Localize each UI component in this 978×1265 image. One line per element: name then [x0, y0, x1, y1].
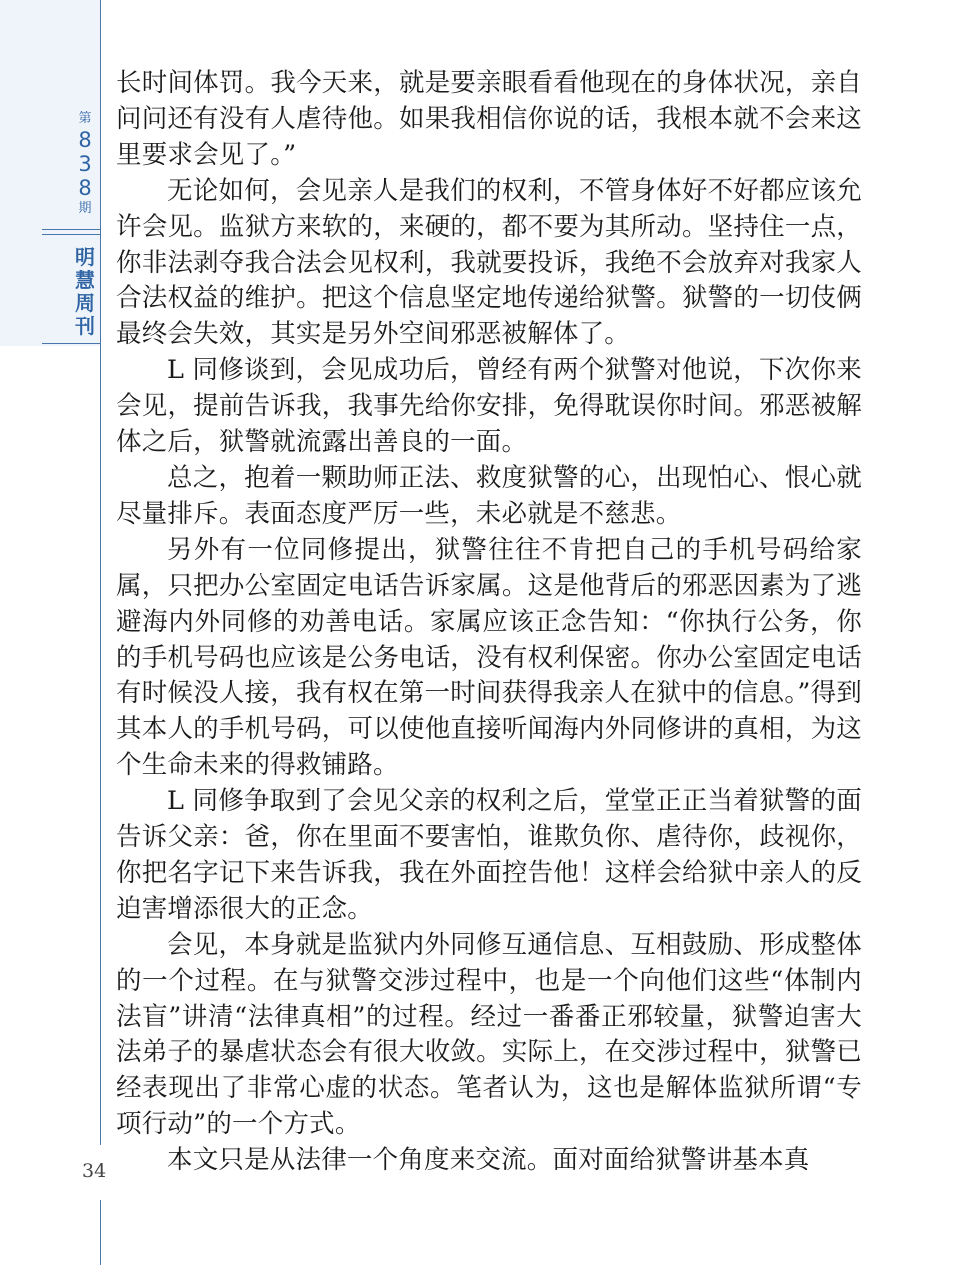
rule-bottom	[42, 343, 100, 344]
magazine-char: 周	[75, 291, 95, 315]
issue-prefix: 第	[78, 111, 92, 126]
paragraph: 会见，本身就是监狱内外同修互通信息、互相鼓励、形成整体的一个过程。在与狱警交涉过程中，也是一个向他们这些“体制内法盲”讲清“法律真相”的过程。经过一番番正邪较量，狱警迫害大法弟子的暴虐状态会有很大收敛。实际上，在交涉过程中，狱警已经表现出了非常心虚的状态。笔者认为，这也是解体监狱所谓“专项行动”的一个方式。	[116, 929, 862, 1140]
rule-top-1	[42, 229, 100, 230]
page-number: 34	[82, 1160, 107, 1182]
paragraph: 长时间体罚。我今天来，就是要亲眼看看他现在的身体状况，亲自问问还有没有人虐待他。如果我相信你说的话，我根本就不会来这里要求会见了。”	[116, 68, 862, 170]
magazine-char: 明	[75, 245, 95, 269]
paragraph: L 同修谈到，会见成功后，曾经有两个狱警对他说，下次你来会见，提前告诉我，我事先给你安排，免得耽误你时间。邪恶被解体之后，狱警就流露出善良的一面。	[116, 355, 862, 458]
rule-top-2	[42, 234, 100, 235]
paragraph: 另外有一位同修提出，狱警往往不肯把自己的手机号码给家属，只把办公室固定电话告诉家属。这是他背后的邪恶因素为了逃避海内外同修的劝善电话。家属应该正念告知：“你执行公务，你的手机号码也应该是公务电话，没有权利保密。你办公室固定电话有时候没人接，我有权在第一时间获得我亲人在狱中的信息。”得到其本人的手机号码，可以使他直接听闻海内外同修讲的真相，为这个生命未来的得救铺路。	[116, 534, 862, 781]
sidebar	[0, 0, 100, 1265]
magazine-char: 慧	[75, 268, 95, 292]
issue-digit: 3	[78, 152, 92, 176]
magazine-char: 刊	[75, 314, 95, 338]
issue-number	[70, 110, 100, 218]
magazine-title	[70, 246, 100, 338]
paragraph: 总之，抱着一颗助师正法、救度狱警的心，出现怕心、恨心就尽量排斥。表面态度严厉一些，未必就是不慈悲。	[116, 462, 862, 529]
issue-digit: 8	[78, 176, 92, 200]
sidebar-divider-lower	[100, 1200, 101, 1265]
sidebar-divider	[100, 0, 101, 1145]
paragraph: 本文只是从法律一个角度来交流。面对面给狱警讲基本真	[167, 1145, 810, 1176]
issue-suffix: 期	[78, 201, 92, 216]
paragraph: 无论如何，会见亲人是我们的权利，不管身体好不好都应该允许会见。监狱方来软的，来硬的，都不要为其所动。坚持住一点，你非法剥夺我合法会见权利，我就要投诉，我绝不会放弃对我家人合法权益的维护。把这个信息坚定地传递给狱警。狱警的一切伎俩最终会失效，其实是另外空间邪恶被解体了。	[116, 175, 862, 350]
article-body	[116, 66, 862, 1179]
paragraph: L 同修争取到了会见父亲的权利之后，堂堂正正当着狱警的面告诉父亲：爸，你在里面不要害怕，谁欺负你、虐待你，歧视你，你把名字记下来告诉我，我在外面控告他！这样会给狱中亲人的反迫害增添很大的正念。	[116, 786, 862, 924]
issue-digit: 8	[78, 128, 92, 152]
